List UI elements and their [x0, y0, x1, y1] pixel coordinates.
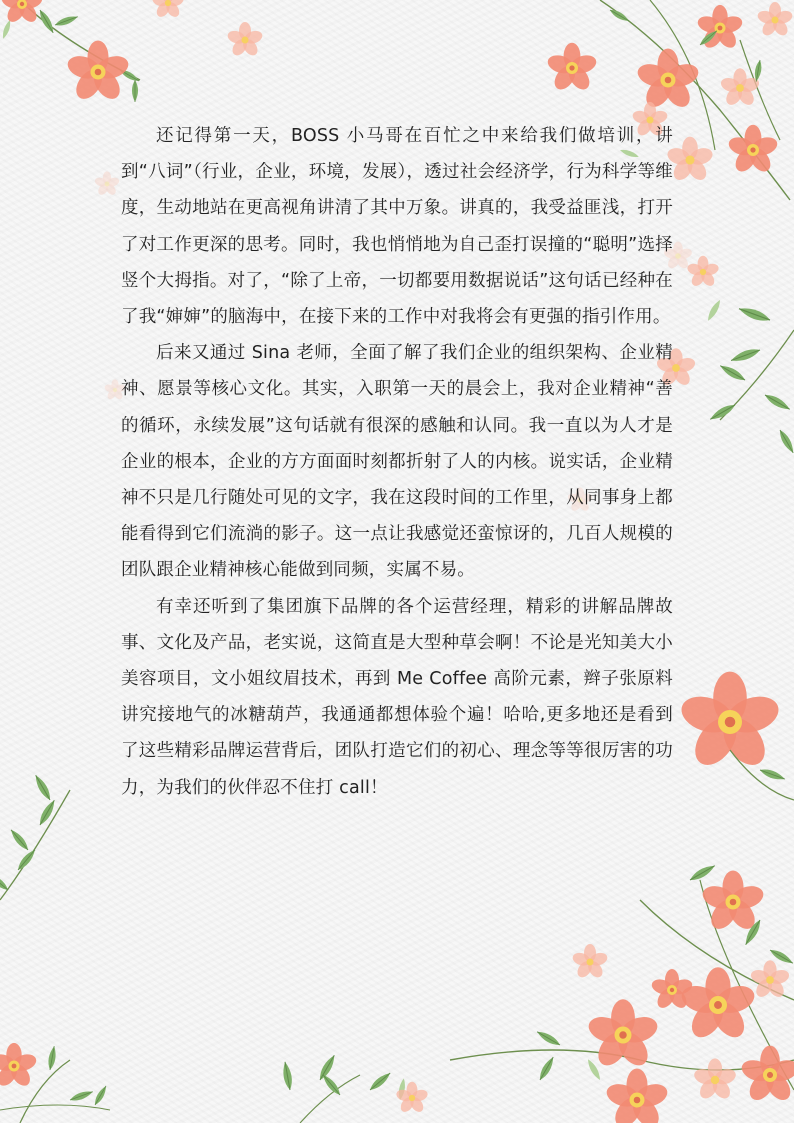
- article-body: [121, 118, 673, 806]
- paragraph: 有幸还听到了集团旗下品牌的各个运营经理，精彩的讲解品牌故事、文化及产品，老实说，这简直是大型种草会啊！不论是光知美大小美容项目，文小姐纹眉技术，再到 Me Coffee 高阶元素，辫子张原料讲究接地气的冰糖葫芦，我通通都想体验个遍！哈哈,更多地还是看到了这些精彩品牌运营背后，团队打造它们的初心、理念等等很厉害的功力，为我们的伙伴忍不住打 call！: [121, 596, 673, 798]
- paragraph: 后来又通过 Sina 老师，全面了解了我们企业的组织架构、企业精神、愿景等核心文化。其实，入职第一天的晨会上，我对企业精神“善的循环，永续发展”这句话就有很深的感触和认同。我一直以为人才是企业的根本，企业的方方面面时刻都折射了人的内核。说实话，企业精神不只是几行随处可见的文字，我在这段时间的工作里，从同事身上都能看得到它们流淌的影子。这一点让我感觉还蛮惊讶的，几百人规模的团队跟企业精神核心能做到同频，实属不易。: [121, 343, 673, 581]
- paragraph: 还记得第一天，BOSS 小马哥在百忙之中来给我们做培训，讲到“八词”（行业，企业，环境，发展），透过社会经济学，行为科学等维度，生动地站在更高视角讲清了其中万象。讲真的，我受益匪浅，打开了对工作更深的思考。同时，我也悄悄地为自己歪打误撞的“聪明”选择竖个大拇指。对了，“除了上帝，一切都要用数据说话”这句话已经种在了我“婶婶”的脑海中，在接下来的工作中对我将会有更强的指引作用。: [121, 126, 673, 328]
